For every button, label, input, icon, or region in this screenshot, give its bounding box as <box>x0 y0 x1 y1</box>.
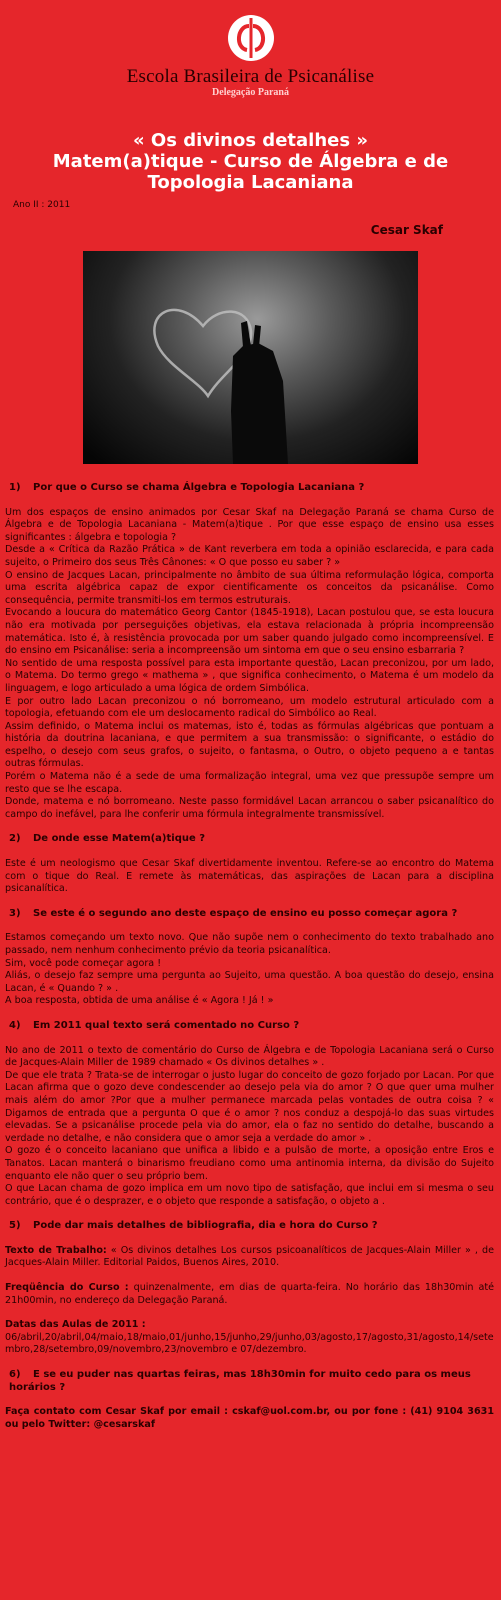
paragraph: Estamos começando um texto novo. Que não supõe nem o conhecimento do texto trabalhado ano passado, nem nenhum conhecimento prévio da teoria psicanalítica. <box>5 932 494 956</box>
question-text: Em 2011 qual texto será comentado no Curso ? <box>33 1019 300 1031</box>
title-line-3: Topologia Lacaniana <box>147 172 354 193</box>
paragraph: Um dos espaços de ensino animados por Cesar Skaf na Delegação Paraná se chama Curso de Álgebra e de Topologia Lacaniana - Matem(a)tique . Por que esse espaço de ensino usa esses significantes : álgebra e topologia ? <box>5 506 494 543</box>
paragraph: No ano de 2011 o texto de comentário do Curso de Álgebra e de Topologia Lacaniana será o Curso de Jacques-Alain Miller de 1989 chamado « Os divinos detalhes » . <box>5 1044 494 1069</box>
heart-drawing-photo <box>83 251 418 464</box>
ebp-logo-icon <box>227 14 275 62</box>
paragraph: De que ele trata ? Trata-se de interrogar o justo lugar do conceito de gozo forjado por Lacan. Por que Lacan afirma que o gozo deve condescender ao desejo pela via do amor ? O que quer uma mulher mais além do amor ?Por que a mulher permanece marcada pelas vontades de outra coisa ? « Digamos de entrada que a pergunta O que é o amor ? nos conduz a despojá-lo das suas virtudes elevadas. Se a psicanálise procede pela via do amor, ela o faz no sentido do detalhe, buscando a verdade no detalhe, e não considera que o amor seja a verdade do amor » . <box>5 1069 494 1144</box>
question-number: 4) <box>9 1019 21 1031</box>
main-content <box>0 482 501 1431</box>
paragraph: O ensino de Jacques Lacan, principalmente no âmbito de sua última reformulação lógica, comporta uma escrita algébrica capaz de expor cientificamente os conceitos da psicanálise. Como consequência, permite transmiti-los em termos estruturais. <box>5 569 494 606</box>
question-6 <box>5 1369 494 1394</box>
paragraph: Este é um neologismo que Cesar Skaf divertidamente inventou. Refere-se ao encontro do Matema com o tique do Real. E remete às matemáticas, das aspirações de Lacan para a disciplina psicanalítica. <box>5 858 494 895</box>
paragraph: Desde a « Crítica da Razão Prática » de Kant reverbera em toda a opinião esclarecida, e para cada sujeito, o Primeiro dos seus Três Cânones: « O que posso eu saber ? » <box>5 544 494 568</box>
question-4 <box>5 1020 494 1033</box>
question-text: De onde esse Matem(a)tique ? <box>33 833 206 845</box>
contact-paragraph: Faça contato com Cesar Skaf por email : cskaf@uol.com.br, ou por fone : (41) 9104 3631 ou pelo Twitter: @cesarskaf <box>5 1406 494 1430</box>
author-name: Cesar Skaf <box>370 223 443 237</box>
title-line-2: Matem(a)tique - Curso de Álgebra e de <box>52 151 449 172</box>
frequency-label: Freqüência do Curso : <box>5 1282 129 1294</box>
title-line-1: « Os divinos detalhes » <box>133 130 368 151</box>
question-number: 6) <box>9 1369 21 1381</box>
delegation-name: Delegação Paraná <box>212 87 289 98</box>
paragraph: E por outro lado Lacan preconizou o nó borromeano, um modelo estrutural articulado com a topologia, efetuando com ele um deslocamento radical do Simbólico ao Real. <box>5 695 494 720</box>
question-2 <box>5 833 494 846</box>
frequency-body: quinzenalmente, em dias de quarta-feira. No horário das 18h30min até 21h00min, no endereço da Delegação Paraná. <box>5 1282 494 1306</box>
paragraph: A boa resposta, obtida de uma análise é « Agora ! Já ! » <box>5 995 274 1007</box>
dates-label: Datas das Aulas de 2011 : <box>5 1319 146 1331</box>
dates-body: 06/abril,20/abril,04/maio,18/maio,01/junho,15/junho,29/junho,03/agosto,17/agosto,31/agosto,14/setembro,28/setembro,09/novembro,23/novembro e 07/dezembro. <box>5 1331 494 1356</box>
question-number: 1) <box>9 482 21 493</box>
school-name: Escola Brasileira de Psicanálise <box>126 66 375 87</box>
question-3 <box>5 908 494 921</box>
question-number: 3) <box>9 907 21 919</box>
text-body: « Os divinos detalhes Los cursos psicoanalíticos de Jacques-Alain Miller » , de Jacques-Alain Miller. Editorial Paidos, Buenos Aires, 2010. <box>5 1244 495 1269</box>
paragraph: Aliás, o desejo faz sempre uma pergunta ao Sujeito, uma questão. A boa questão do desejo, ensina Lacan, é « Quando ? » . <box>5 970 494 994</box>
question-number: 2) <box>9 833 21 845</box>
year-label: Ano II : 2011 <box>13 200 71 210</box>
text-label: Texto de Trabalho: <box>5 1244 107 1256</box>
paragraph: O gozo é o conceito lacaniano que unifica a libido e a pulsão de morte, a oposição entre Eros e Tanatos. Lacan manterá o binarismo freudiano como uma antinomia interna, da divisão do Sujeito enquanto ele não quer o seu próprio bem. <box>5 1145 494 1182</box>
question-number: 5) <box>9 1220 21 1232</box>
paragraph: Porém o Matema não é a sede de uma formalização integral, uma vez que pressupõe sempre um resto que se lhe escapa. <box>5 771 494 795</box>
paragraph: Assim definido, o Matema inclui os matemas, isto é, todas as fórmulas algébricas que pontuam a história da doutrina lacaniana, e que permitem a sua transmissão: o significante, o estádio do espelho, o desejo com seus grafos, o sujeito, o fantasma, o Outro, o objeto pequeno a e tantas outras fórmulas. <box>5 720 494 770</box>
paragraph: O que Lacan chama de gozo implica em um novo tipo de satisfação, que inclui em si mesma o seu contrário, que é o desprazer, e o objeto que responde a satisfação, o objeto a . <box>5 1183 494 1207</box>
paragraph: Donde, matema e nó borromeano. Neste passo formidável Lacan arrancou o saber psicanalítico do campo do inefável, para lhe conferir uma fórmula integralmente transmissível. <box>5 796 494 820</box>
page-title <box>0 130 501 193</box>
bibliography-paragraph <box>5 1245 494 1270</box>
question-1 <box>5 482 494 495</box>
question-text: Se este é o segundo ano deste espaço de ensino eu posso começar agora ? <box>33 907 458 919</box>
paragraph: No sentido de uma resposta possível para esta importante questão, Lacan preconizou, por um lado, o Matema. Do termo grego « mathema » , que significa conhecimento, o Matema é um modelo da linguagem, e logo articulado a uma lógica de ordem Simbólica. <box>5 657 494 694</box>
page-header <box>0 0 501 98</box>
question-5 <box>5 1220 494 1233</box>
paragraph: Evocando a loucura do matemático Georg Cantor (1845-1918), Lacan postulou que, se esta loucura não era motivada por perseguições objetivas, ela estava relacionada à própria incompreensão matemática. Isto é, à resistência provocada por um saber quando julgado como incompreensível. E do ensino em Psicanálise: seria a incompreensão um sintoma em que o seu ensino esbarraria ? <box>5 607 494 657</box>
paragraph: Sim, você pode começar agora ! <box>5 957 162 969</box>
question-text: Por que o Curso se chama Álgebra e Topologia Lacaniana ? <box>33 482 365 493</box>
question-text: E se eu puder nas quartas feiras, mas 18h30min for muito cedo para os meus horários ? <box>9 1369 471 1393</box>
frequency-paragraph <box>5 1282 494 1307</box>
question-text: Pode dar mais detalhes de bibliografia, dia e hora do Curso ? <box>33 1220 378 1232</box>
